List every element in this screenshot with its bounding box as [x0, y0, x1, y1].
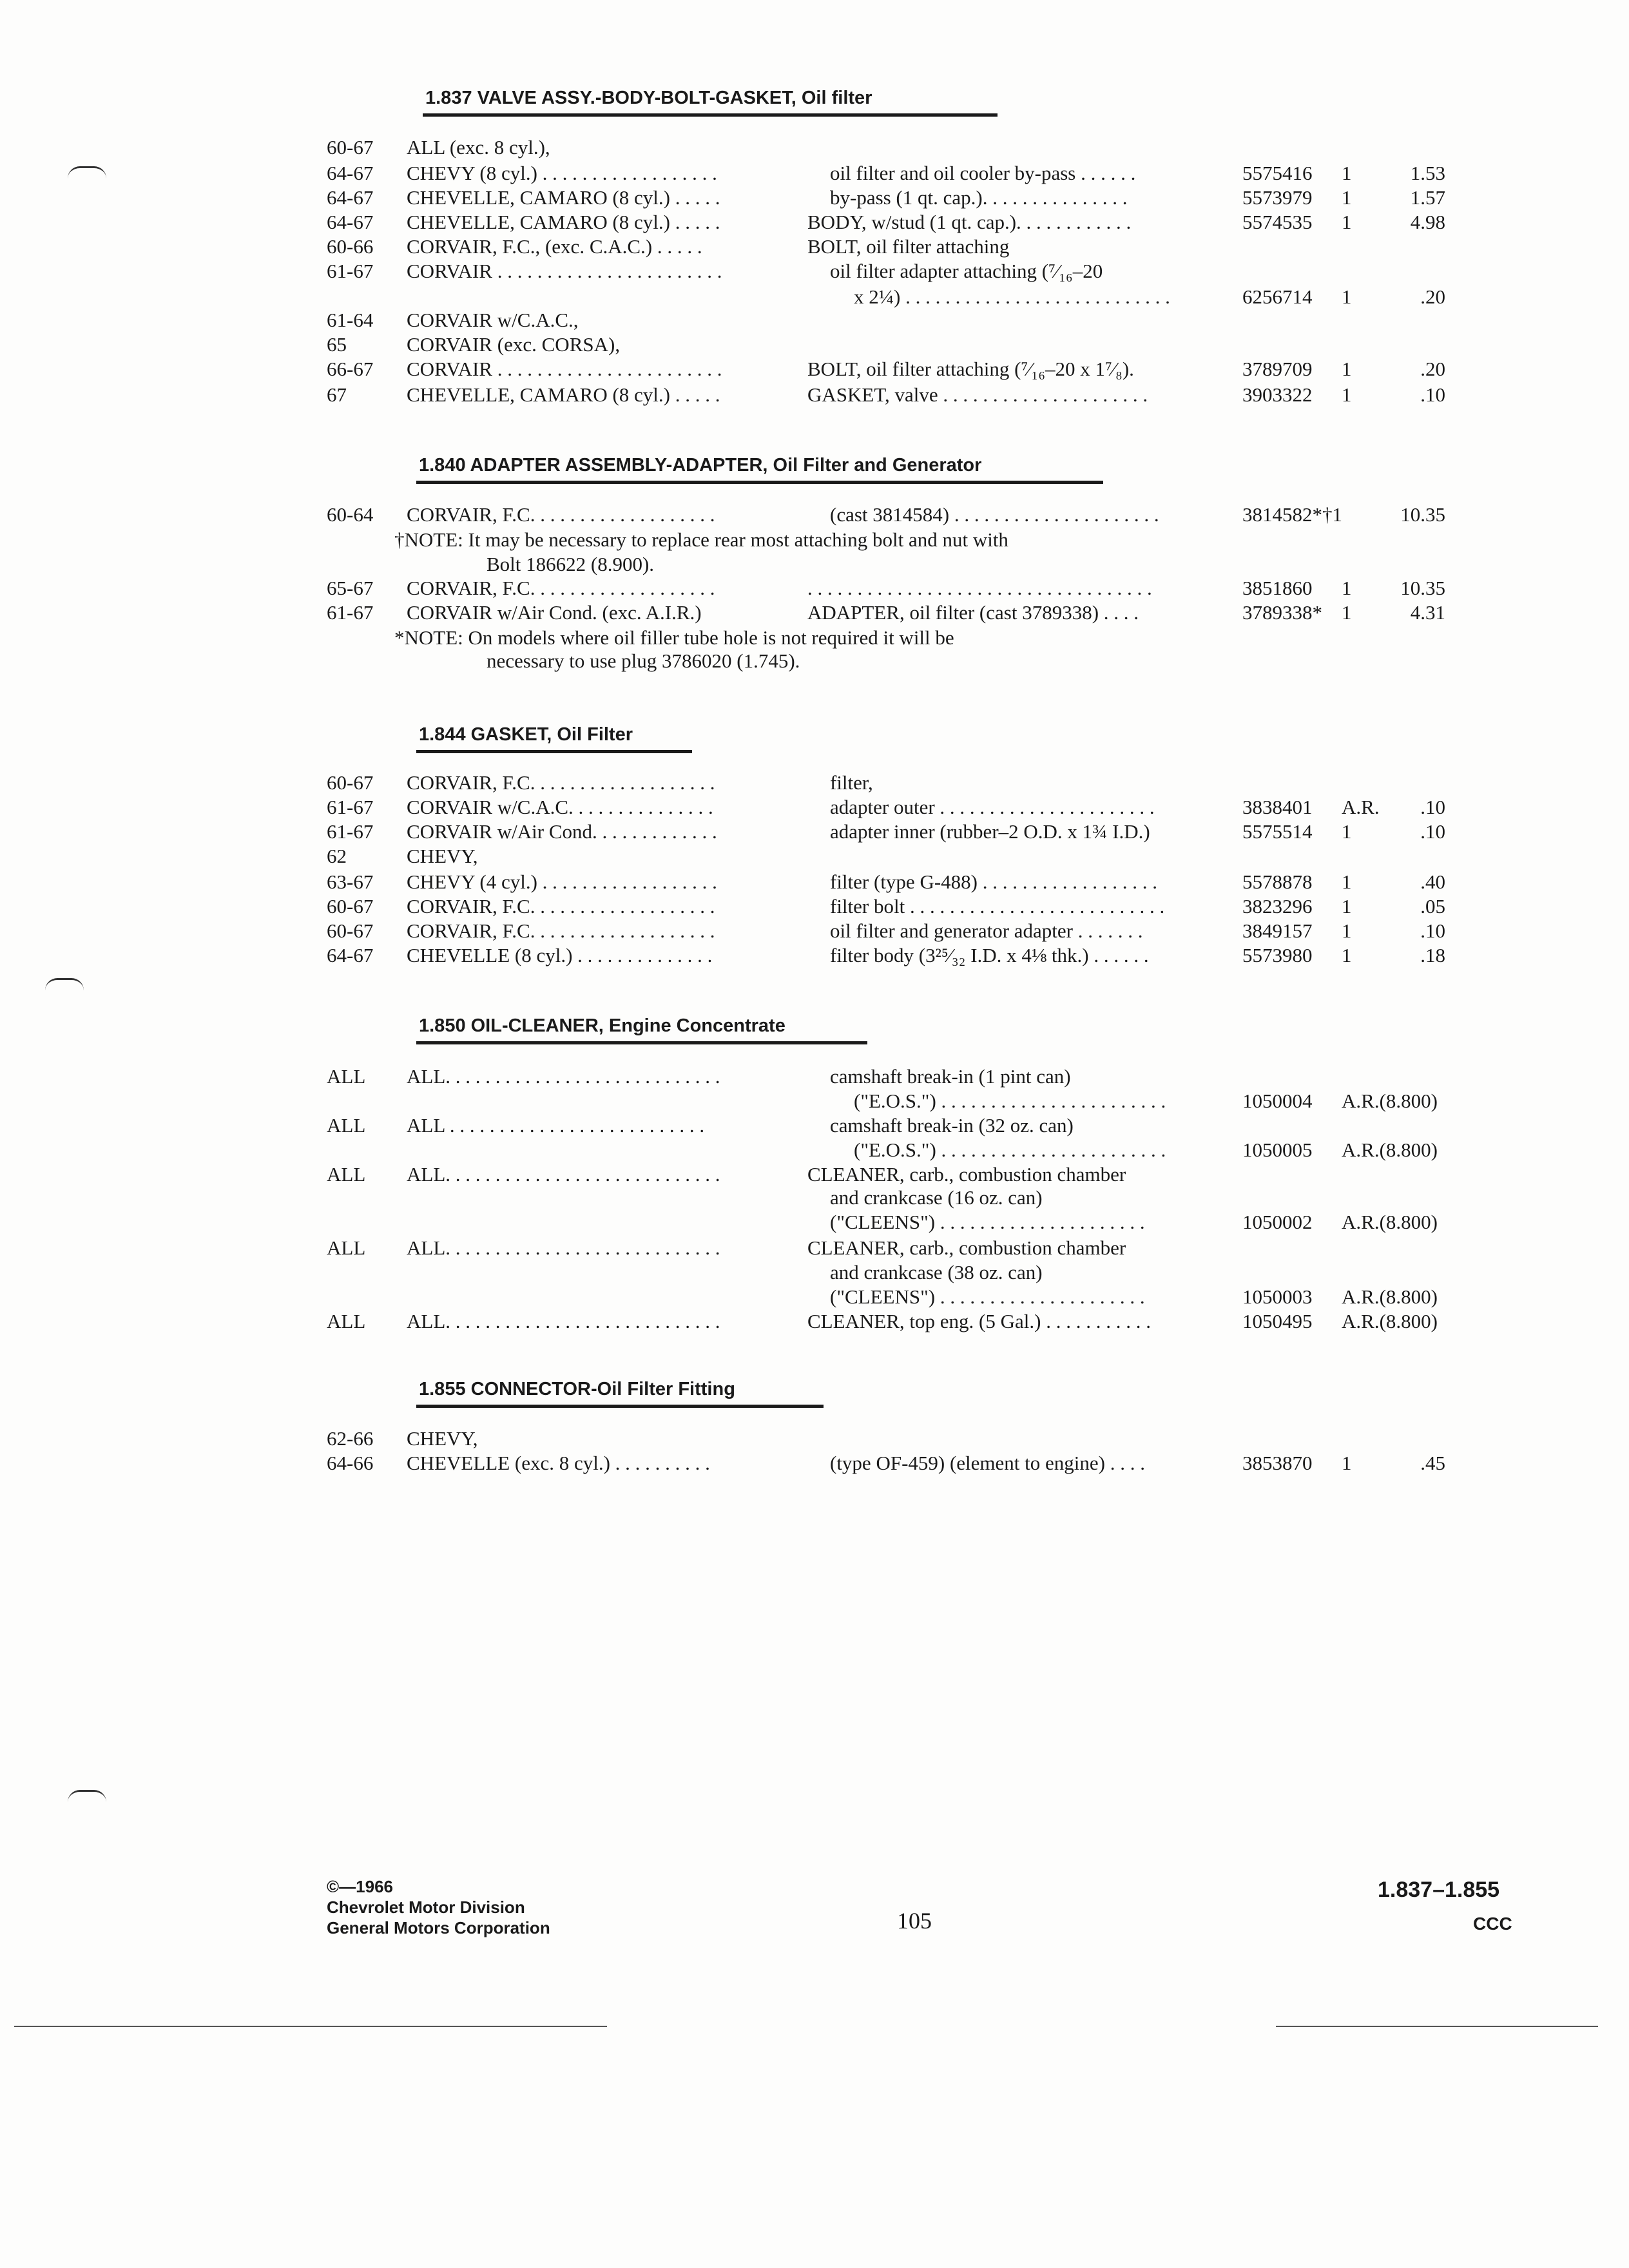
cell-yr: 66-67	[327, 358, 374, 380]
table-row	[0, 135, 1629, 160]
table-row	[0, 332, 1629, 358]
cell-desc: by-pass (1 qt. cap.). . . . . . . . . . . . . . .	[830, 186, 1128, 209]
cell-model: CHEVELLE (8 cyl.) . . . . . . . . . . . . . .	[407, 944, 713, 966]
cell-desc: filter,	[830, 771, 873, 794]
table-row	[0, 1260, 1629, 1285]
corporation-name: General Motors Corporation	[327, 1918, 550, 1937]
cell-part: 5573979	[1242, 186, 1313, 209]
cell-qty: 1	[1342, 1452, 1352, 1474]
cell-qty: 1	[1342, 162, 1352, 184]
cell-part: 3853870	[1242, 1452, 1313, 1474]
table-row	[0, 502, 1629, 528]
cell-price: 4.31	[1410, 601, 1445, 624]
cell-price: 10.35	[1400, 503, 1445, 526]
cell-model: CHEVELLE, CAMARO (8 cyl.) . . . . .	[407, 186, 720, 209]
cell-model: ALL . . . . . . . . . . . . . . . . . . . . . . . . . .	[407, 1114, 705, 1137]
binder-mark-middle	[45, 978, 84, 990]
table-row	[0, 1137, 1629, 1163]
cell-qty: 1	[1342, 870, 1352, 893]
cell-yr: 61-67	[327, 601, 374, 624]
cell-qty: 1	[1342, 601, 1352, 624]
cell-qty: A.R.	[1342, 796, 1380, 818]
cell-price: 4.98	[1410, 211, 1445, 233]
cell-model: CORVAIR w/C.A.C.,	[407, 309, 579, 331]
cell-qty: 1	[1342, 895, 1352, 918]
page-code: CCC	[1473, 1914, 1512, 1934]
cell-desc: ("CLEENS") . . . . . . . . . . . . . . . . . . . . .	[830, 1285, 1145, 1308]
cell-desc: ("E.O.S.") . . . . . . . . . . . . . . . . . . . . . . .	[854, 1139, 1166, 1161]
cell-model: ALL. . . . . . . . . . . . . . . . . . . . . . . . . . . .	[407, 1236, 720, 1259]
cell-yr: 60-64	[327, 503, 374, 526]
cell-desc: . . . . . . . . . . . . . . . . . . . . . . . . . . . . . . . . . . .	[807, 577, 1152, 599]
section-underline	[416, 1405, 824, 1408]
cell-price: .20	[1420, 285, 1445, 308]
table-row	[0, 1185, 1629, 1211]
cell-price: .20	[1420, 358, 1445, 380]
table-row	[0, 600, 1629, 626]
cell-yr: 61-64	[327, 309, 374, 331]
cell-price: .10	[1420, 919, 1445, 942]
table-row	[0, 234, 1629, 260]
cell-model: ALL. . . . . . . . . . . . . . . . . . . . . . . . . . . .	[407, 1065, 720, 1088]
cell-desc: adapter outer . . . . . . . . . . . . . . . . . . . . . .	[830, 796, 1155, 818]
cell-price: 10.35	[1400, 577, 1445, 599]
cell-yr: 64-67	[327, 211, 374, 233]
cell-desc: (cast 3814584) . . . . . . . . . . . . . . . . . . . . .	[830, 503, 1159, 526]
section-underline	[416, 1041, 867, 1044]
cell-model: CHEVELLE, CAMARO (8 cyl.) . . . . .	[407, 211, 720, 233]
cell-part: 5573980	[1242, 944, 1313, 966]
cell-model: CORVAIR . . . . . . . . . . . . . . . . . . . . . . .	[407, 260, 722, 282]
table-row	[0, 770, 1629, 796]
cell-model: CORVAIR, F.C. . . . . . . . . . . . . . . . . . .	[407, 577, 715, 599]
cell-qty: 1	[1342, 358, 1352, 380]
cell-yr: 64-67	[327, 186, 374, 209]
cell-yr: 65	[327, 333, 347, 356]
cell-model: CORVAIR, F.C. . . . . . . . . . . . . . . . . . .	[407, 919, 715, 942]
cell-desc: filter body (3²⁵⁄₃₂ I.D. x 4⅛ thk.) . . . . . .	[830, 944, 1149, 966]
cell-desc: BOLT, oil filter attaching (⁷⁄₁₆–20 x 1⁷⁄₈).	[807, 358, 1134, 380]
cell-qty: A.R.(8.800)	[1342, 1211, 1438, 1233]
cell-yr: 60-67	[327, 919, 374, 942]
cell-yr: 62	[327, 845, 347, 867]
bottom-rule-left	[14, 2026, 607, 2027]
cell-price: .18	[1420, 944, 1445, 966]
cell-model: CHEVY (4 cyl.) . . . . . . . . . . . . . . . . . .	[407, 870, 717, 893]
section-title-1-850: 1.850 OIL-CLEANER, Engine Concentrate	[419, 1015, 786, 1036]
cell-part: 3823296	[1242, 895, 1313, 918]
cell-part: 5575416	[1242, 162, 1313, 184]
table-row	[0, 307, 1629, 333]
division-name: Chevrolet Motor Division	[327, 1898, 525, 1917]
cell-qty: A.R.(8.800)	[1342, 1139, 1438, 1161]
cell-desc: camshaft break-in (1 pint can)	[830, 1065, 1071, 1088]
section-title-1-837: 1.837 VALVE ASSY.-BODY-BOLT-GASKET, Oil filter	[425, 88, 872, 108]
table-row	[0, 1284, 1629, 1310]
binder-mark-bottom	[68, 1790, 106, 1802]
cell-model: CHEVELLE (exc. 8 cyl.) . . . . . . . . . .	[407, 1452, 710, 1474]
cell-yr: ALL	[327, 1163, 366, 1186]
table-row	[0, 1235, 1629, 1261]
table-row	[0, 1088, 1629, 1114]
table-row	[0, 819, 1629, 845]
cell-model: CORVAIR, F.C. . . . . . . . . . . . . . . . . . .	[407, 895, 715, 918]
cell-part: 1050003	[1242, 1285, 1313, 1308]
bottom-rule-right	[1276, 2026, 1598, 2027]
cell-desc: GASKET, valve . . . . . . . . . . . . . . . . . . . . .	[807, 383, 1148, 406]
cell-yr: ALL	[327, 1310, 366, 1332]
cell-part: 5575514	[1242, 820, 1313, 843]
table-row	[0, 1113, 1629, 1139]
cell-yr: 60-66	[327, 235, 374, 258]
section-title-1-855: 1.855 CONNECTOR-Oil Filter Fitting	[419, 1379, 735, 1399]
cell-yr: 64-66	[327, 1452, 374, 1474]
cell-model: CORVAIR . . . . . . . . . . . . . . . . . . . . . . .	[407, 358, 722, 380]
cell-price: 1.57	[1410, 186, 1445, 209]
cell-qty: 1	[1342, 919, 1352, 942]
table-row	[0, 1209, 1629, 1235]
cell-yr: 67	[327, 383, 347, 406]
note-text: Bolt 186622 (8.900).	[487, 553, 655, 575]
cell-desc: oil filter adapter attaching (⁷⁄₁₆–20	[830, 260, 1103, 282]
table-row	[0, 258, 1629, 284]
cell-desc: filter (type G-488) . . . . . . . . . . . . . . . . . .	[830, 870, 1157, 893]
cell-desc: ("CLEENS") . . . . . . . . . . . . . . . . . . . . .	[830, 1211, 1145, 1233]
cell-qty: A.R.(8.800)	[1342, 1090, 1438, 1112]
cell-part: 3849157	[1242, 919, 1313, 942]
cell-yr: 60-67	[327, 895, 374, 918]
cell-desc: and crankcase (16 oz. can)	[830, 1186, 1043, 1209]
cell-yr: 60-67	[327, 771, 374, 794]
cell-part: 3789709	[1242, 358, 1313, 380]
cell-part: 6256714	[1242, 285, 1313, 308]
cell-qty: 1	[1342, 383, 1352, 406]
cell-desc: BOLT, oil filter attaching	[807, 235, 1010, 258]
table-row	[0, 1309, 1629, 1334]
cell-yr: 62-66	[327, 1427, 374, 1450]
table-row	[0, 869, 1629, 895]
cell-model: CHEVY,	[407, 845, 478, 867]
cell-price: .10	[1420, 820, 1445, 843]
cell-desc: ("E.O.S.") . . . . . . . . . . . . . . . . . . . . . . .	[854, 1090, 1166, 1112]
cell-model: CORVAIR (exc. CORSA),	[407, 333, 621, 356]
cell-part: 1050495	[1242, 1310, 1313, 1332]
cell-price: .05	[1420, 895, 1445, 918]
cell-qty: A.R.(8.800)	[1342, 1285, 1438, 1308]
cell-model: CORVAIR w/Air Cond. . . . . . . . . . . . .	[407, 820, 717, 843]
cell-qty: 1	[1342, 577, 1352, 599]
cell-desc: oil filter and oil cooler by-pass . . . . . .	[830, 162, 1136, 184]
cell-model: CHEVY (8 cyl.) . . . . . . . . . . . . . . . . . .	[407, 162, 717, 184]
cell-desc: CLEANER, carb., combustion chamber	[807, 1236, 1126, 1259]
table-row	[0, 918, 1629, 944]
cell-yr: 61-67	[327, 820, 374, 843]
cell-part: 5574535	[1242, 211, 1313, 233]
section-title-1-840: 1.840 ADAPTER ASSEMBLY-ADAPTER, Oil Filter and Generator	[419, 455, 982, 476]
cell-yr: 64-67	[327, 944, 374, 966]
cell-model: CORVAIR, F.C. . . . . . . . . . . . . . . . . . .	[407, 771, 715, 794]
cell-yr: ALL	[327, 1236, 366, 1259]
cell-part: 3851860	[1242, 577, 1313, 599]
cell-desc: CLEANER, carb., combustion chamber	[807, 1163, 1126, 1186]
table-row	[0, 209, 1629, 235]
cell-model: CHEVY,	[407, 1427, 478, 1450]
note-text: *NOTE: On models where oil filler tube hole is not required it will be	[394, 626, 954, 649]
cell-model: CORVAIR w/Air Cond. (exc. A.I.R.)	[407, 601, 702, 624]
cell-qty: 1	[1342, 285, 1352, 308]
table-row	[0, 575, 1629, 601]
cell-desc: CLEANER, top eng. (5 Gal.) . . . . . . . . . . .	[807, 1310, 1151, 1332]
table-row	[0, 1064, 1629, 1090]
cell-qty: 1	[1342, 820, 1352, 843]
cell-model: CORVAIR w/C.A.C. . . . . . . . . . . . . . .	[407, 796, 713, 818]
cell-qty: 1	[1342, 944, 1352, 966]
cell-part: 3814582*†1	[1242, 503, 1342, 526]
cell-desc: and crankcase (38 oz. can)	[830, 1261, 1043, 1283]
cell-model: ALL. . . . . . . . . . . . . . . . . . . . . . . . . . . .	[407, 1310, 720, 1332]
cell-part: 3838401	[1242, 796, 1313, 818]
cell-model: CORVAIR, F.C. . . . . . . . . . . . . . . . . . .	[407, 503, 715, 526]
note-text: †NOTE: It may be necessary to replace rear most attaching bolt and nut with	[394, 528, 1008, 551]
cell-desc: ADAPTER, oil filter (cast 3789338) . . . .	[807, 601, 1139, 624]
cell-part: 1050004	[1242, 1090, 1313, 1112]
table-row	[0, 1426, 1629, 1452]
cell-price: .10	[1420, 383, 1445, 406]
cell-desc: BODY, w/stud (1 qt. cap.). . . . . . . . . . . .	[807, 211, 1132, 233]
cell-price: .10	[1420, 796, 1445, 818]
section-range: 1.837–1.855	[1378, 1878, 1500, 1902]
cell-price: 1.53	[1410, 162, 1445, 184]
cell-desc: camshaft break-in (32 oz. can)	[830, 1114, 1074, 1137]
table-row	[0, 185, 1629, 211]
cell-yr: 60-67	[327, 136, 374, 159]
page-number: 105	[897, 1908, 932, 1934]
table-row	[0, 843, 1629, 869]
cell-part: 1050002	[1242, 1211, 1313, 1233]
cell-desc: x 2¼) . . . . . . . . . . . . . . . . . . . . . . . . . . .	[854, 285, 1170, 308]
table-row	[0, 160, 1629, 186]
cell-model: CORVAIR, F.C., (exc. C.A.C.) . . . . .	[407, 235, 702, 258]
cell-part: 3903322	[1242, 383, 1313, 406]
cell-desc: adapter inner (rubber–2 O.D. x 1¾ I.D.)	[830, 820, 1150, 843]
copyright: ©—1966	[327, 1877, 393, 1896]
cell-part: 5578878	[1242, 870, 1313, 893]
table-row	[0, 382, 1629, 408]
cell-price: .45	[1420, 1452, 1445, 1474]
cell-qty: A.R.(8.800)	[1342, 1310, 1438, 1332]
cell-desc: (type OF-459) (element to engine) . . . .	[830, 1452, 1145, 1474]
table-row	[0, 356, 1629, 382]
section-underline	[416, 750, 692, 753]
table-row	[0, 1450, 1629, 1476]
table-row	[0, 284, 1629, 310]
cell-desc: filter bolt . . . . . . . . . . . . . . . . . . . . . . . . . .	[830, 895, 1165, 918]
cell-qty: 1	[1342, 186, 1352, 209]
table-row	[0, 943, 1629, 968]
cell-yr: 63-67	[327, 870, 374, 893]
cell-model: ALL. . . . . . . . . . . . . . . . . . . . . . . . . . . .	[407, 1163, 720, 1186]
cell-yr: ALL	[327, 1114, 366, 1137]
cell-yr: 65-67	[327, 577, 374, 599]
cell-yr: 64-67	[327, 162, 374, 184]
table-row	[0, 894, 1629, 919]
section-underline	[423, 113, 998, 117]
cell-desc: oil filter and generator adapter . . . . . . .	[830, 919, 1143, 942]
cell-yr: 61-67	[327, 260, 374, 282]
cell-price: .40	[1420, 870, 1445, 893]
table-row	[0, 1162, 1629, 1187]
section-title-1-844: 1.844 GASKET, Oil Filter	[419, 724, 633, 745]
cell-part: 3789338*	[1242, 601, 1322, 624]
cell-qty: 1	[1342, 211, 1352, 233]
cell-model: ALL (exc. 8 cyl.),	[407, 136, 550, 159]
cell-part: 1050005	[1242, 1139, 1313, 1161]
section-underline	[416, 481, 1103, 484]
cell-model: CHEVELLE, CAMARO (8 cyl.) . . . . .	[407, 383, 720, 406]
cell-yr: 61-67	[327, 796, 374, 818]
cell-yr: ALL	[327, 1065, 366, 1088]
table-row	[0, 794, 1629, 820]
note-text: necessary to use plug 3786020 (1.745).	[487, 649, 800, 672]
